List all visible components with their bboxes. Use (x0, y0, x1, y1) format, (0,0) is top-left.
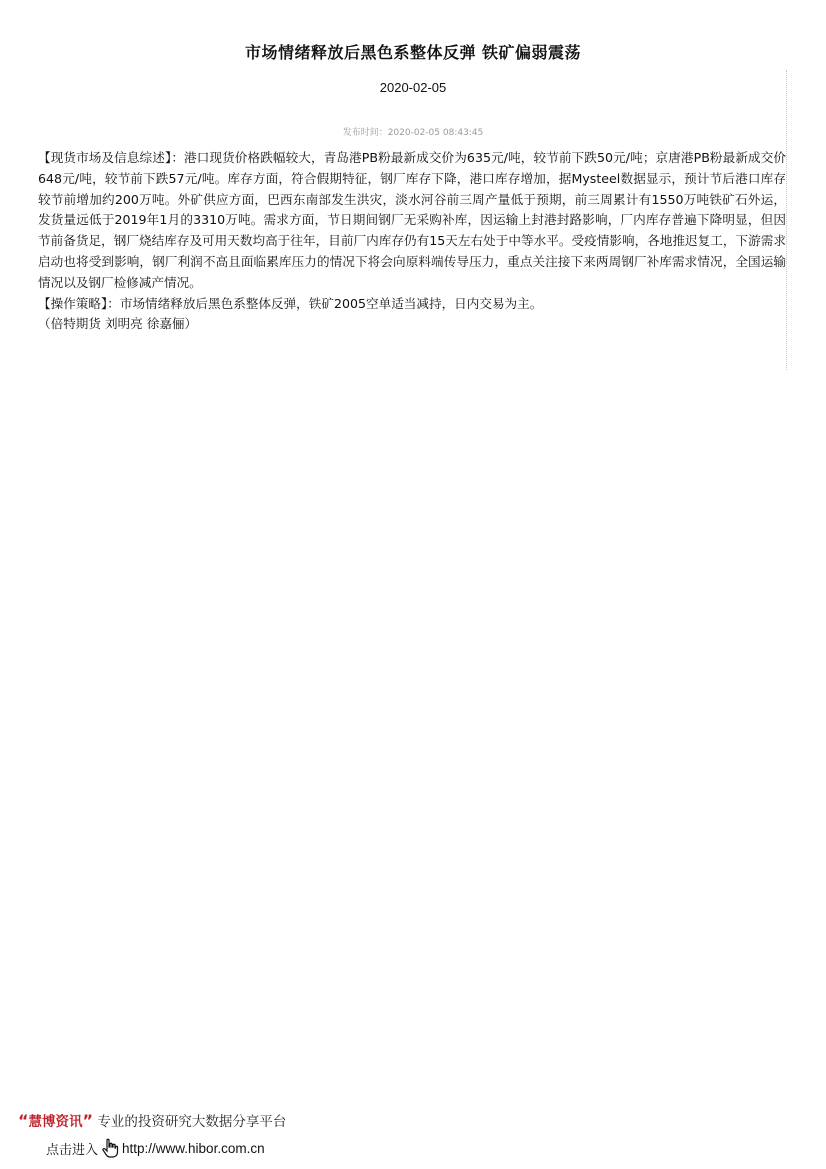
footer-banner (18, 1110, 418, 1158)
footer-slogan: 专业的投资研究大数据分享平台 (97, 1114, 287, 1130)
hand-pointer-icon[interactable] (101, 1138, 119, 1158)
footer-slogan-line (18, 1110, 418, 1130)
paragraph-author: （倍特期货 刘明亮 徐嘉俪） (38, 316, 198, 332)
article-date: 2020-02-05 (379, 80, 447, 95)
site-url-link[interactable]: http://www.hibor.com.cn (122, 1140, 265, 1156)
paragraph-strategy: 【操作策略】：市场情绪释放后黑色系整体反弹，铁矿2005空单适当减持，日内交易为主。 (38, 295, 543, 311)
close-quote: ” (82, 1111, 94, 1130)
enter-label[interactable]: 点击进入 (46, 1142, 99, 1158)
paragraph-market-summary: 【现货市场及信息综述】：港口现货价格跌幅较大，青岛港PB粉最新成交价为635元/吨，较节前下跌50元/吨；京唐港PB粉最新成交价648元/吨，较节前下跌57元/吨。库存方面，符合假期特征，钢厂库存下降，港口库存增加，据Mysteel数据显示，预计节后港口库存较节前增加约200万吨。外矿供应方面，巴西东南部发生洪灾，淡水河谷前三周产量低于预期，前三周累计有1550万吨铁矿石外运，发货量远低于2019年1月的3310万吨。需求方面，节日期间钢厂无采购补库，因运输上封港封路影响，厂内库存普遍下降明显，但因节前备货足，钢厂烧结库存及可用天数均高于往年，目前厂内库存仍有15天左右处于中等水平。受疫情影响，各地推迟复工，下游需求启动也将受到影响，钢厂利润不高且面临累库压力的情况下将会向原料端传导压力，重点关注接下来两周钢厂补库需求情况，全国运输情况以及钢厂检修减产情况。 (38, 150, 786, 290)
brand-name[interactable]: 慧博资讯 (28, 1114, 83, 1130)
article-title: 市场情绪释放后黑色系整体反弹 铁矿偏弱震荡 (244, 43, 582, 62)
footer-link-line[interactable] (46, 1138, 418, 1158)
open-quote: “ (18, 1111, 29, 1130)
article-body (38, 148, 786, 335)
publish-time: 发布时间：2020-02-05 08:43:45 (342, 128, 484, 138)
margin-dotted-rule (786, 70, 787, 370)
